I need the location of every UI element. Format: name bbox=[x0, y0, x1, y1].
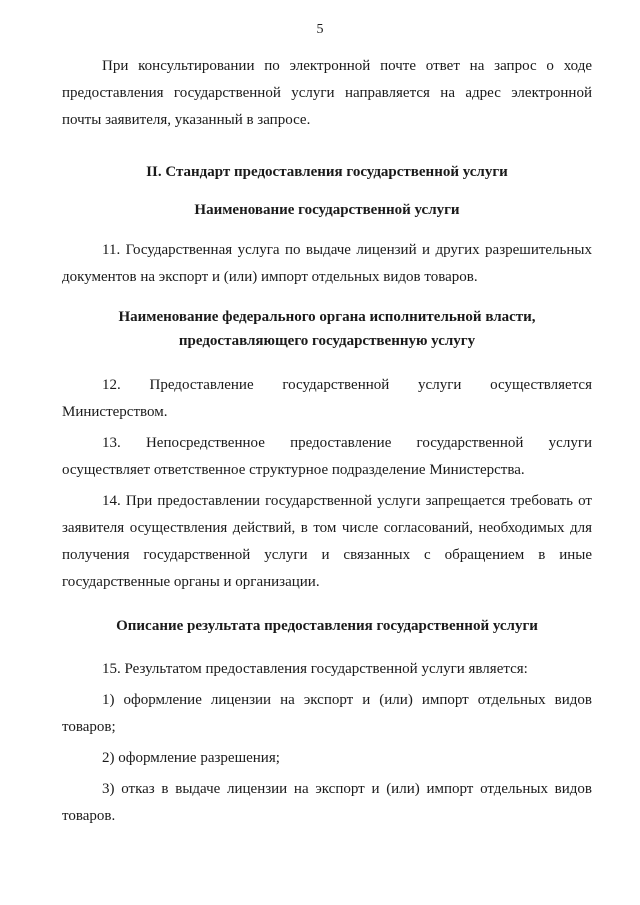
paragraph-12-word: государственной bbox=[282, 377, 390, 393]
paragraph-15: 15. Результатом предоставления государственной услуги является: bbox=[102, 661, 528, 677]
paragraph-12-word: 12. bbox=[102, 377, 121, 393]
list-item-1: 1) оформление лицензии на экспорт и (или) импорт отдельных видов товаров; bbox=[62, 692, 592, 735]
section-title: II. Стандарт предоставления государственной услуги bbox=[146, 164, 508, 180]
paragraph-12-line1 bbox=[62, 372, 592, 399]
subsection-title-authority-line2: предоставляющего государственную услугу bbox=[178, 333, 476, 349]
paragraph-14: 14. При предоставлении государственной услуги запрещается требовать от заявителя осуществления действий, в том числе согласований, необходимых для получения государственной услуги и связанных с обращением в иные государственные органы и организации. bbox=[62, 493, 592, 590]
paragraph-12-word: осуществляется bbox=[490, 377, 592, 393]
subsection-title-authority bbox=[62, 305, 592, 353]
intro-paragraph: При консультировании по электронной почте ответ на запрос о ходе предоставления государственной услуги направляется на адрес электронной почты заявителя, указанный в запросе. bbox=[62, 58, 592, 128]
list-item-3: 3) отказ в выдаче лицензии на экспорт и (или) импорт отдельных видов товаров. bbox=[62, 781, 592, 824]
document-body bbox=[62, 53, 592, 830]
subsection-title-authority-line1: Наименование федерального органа исполнительной власти, bbox=[118, 309, 536, 325]
paragraph-12-word: Предоставление bbox=[149, 377, 254, 393]
paragraph-13: 13. Непосредственное предоставление государственной услуги осуществляет ответственное структурное подразделение Министерства. bbox=[62, 435, 592, 478]
paragraph-11: 11. Государственная услуга по выдаче лицензий и других разрешительных документов на экспорт и (или) импорт отдельных видов товаров. bbox=[62, 242, 592, 285]
subsection-title-result: Описание результата предоставления государственной услуги bbox=[116, 618, 538, 634]
list-item-2: 2) оформление разрешения; bbox=[102, 750, 280, 766]
paragraph-12-word: услуги bbox=[418, 377, 462, 393]
subsection-title-service-name: Наименование государственной услуги bbox=[194, 202, 460, 218]
page-number: 5 bbox=[316, 22, 324, 37]
paragraph-12 bbox=[62, 372, 592, 426]
paragraph-12-line2: Министерством. bbox=[62, 404, 168, 420]
